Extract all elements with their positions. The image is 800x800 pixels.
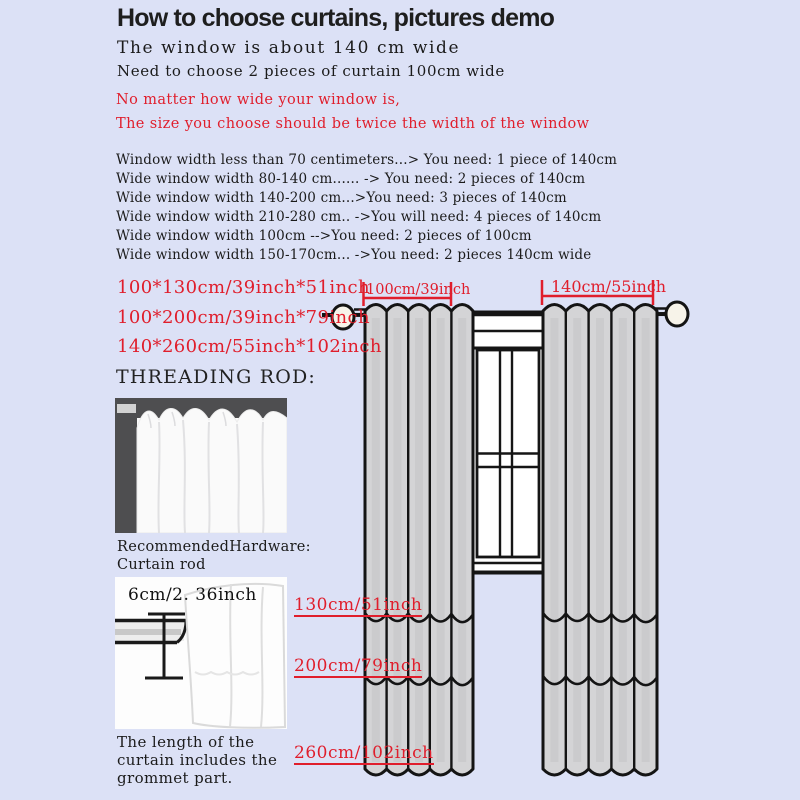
size-guide-line: Wide window width 210-280 cm.. ->You will need: 4 pieces of 140cm [116,209,602,225]
curtain-pieces-note: Need to choose 2 pieces of curtain 100cm wide [117,62,505,80]
length-note-line: The length of the [117,733,255,751]
threading-rod-photo [115,398,287,533]
curtain-width-label-right: 140cm/55inch [551,277,667,296]
threading-rod-photo-art [115,398,287,533]
threading-rod-heading: THREADING ROD: [116,366,317,388]
grommet-detail-photo [115,577,287,729]
recommended-hardware [117,538,311,574]
size-guide-line: Wide window width 100cm -->You need: 2 pieces of 100cm [116,228,532,244]
grommet-length-label: 6cm/2. 36inch [128,585,257,605]
warning-line-2: The size you choose should be twice the width of the window [116,116,590,132]
curtain-length-label-200: 200cm/79inch [294,656,423,676]
size-options-list [117,279,382,368]
curtain-length-label-130: 130cm/51inch [294,595,423,615]
length-note [117,733,277,787]
window-width-note: The window is about 140 cm wide [117,38,461,58]
length-note-line: grommet part. [117,769,233,787]
size-guide-line: Wide window width 80-140 cm...... -> You need: 2 pieces of 140cm [116,171,586,187]
size-option: 100*200cm/39inch*79inch [117,306,370,328]
page-title: How to choose curtains, pictures demo [117,4,555,32]
hardware-line: RecommendedHardware: [117,539,311,555]
size-option: 140*260cm/55inch*102inch [117,336,382,357]
size-guide-line: Wide window width 150-170cm... ->You need: 2 pieces 140cm wide [116,247,592,263]
size-guide-list [116,151,617,265]
length-note-line: curtain includes the [117,751,278,769]
rod-finial-right [666,302,688,326]
curtain-panel-left [365,305,473,776]
size-guide-line: Window width less than 70 centimeters...> You need: 1 piece of 140cm [116,152,618,168]
hardware-line: Curtain rod [117,557,206,573]
curtain-length-label-260: 260cm/102inch [294,743,434,763]
curtain-width-label-left: 100cm/39inch [366,282,471,298]
curtain-panel-right [543,305,657,776]
size-guide-line: Wide window width 140-200 cm...>You need: 3 pieces of 140cm [116,190,567,206]
size-option: 100*130cm/39inch*51inch [117,277,370,298]
warning-line-1: No matter how wide your window is, [116,92,401,108]
